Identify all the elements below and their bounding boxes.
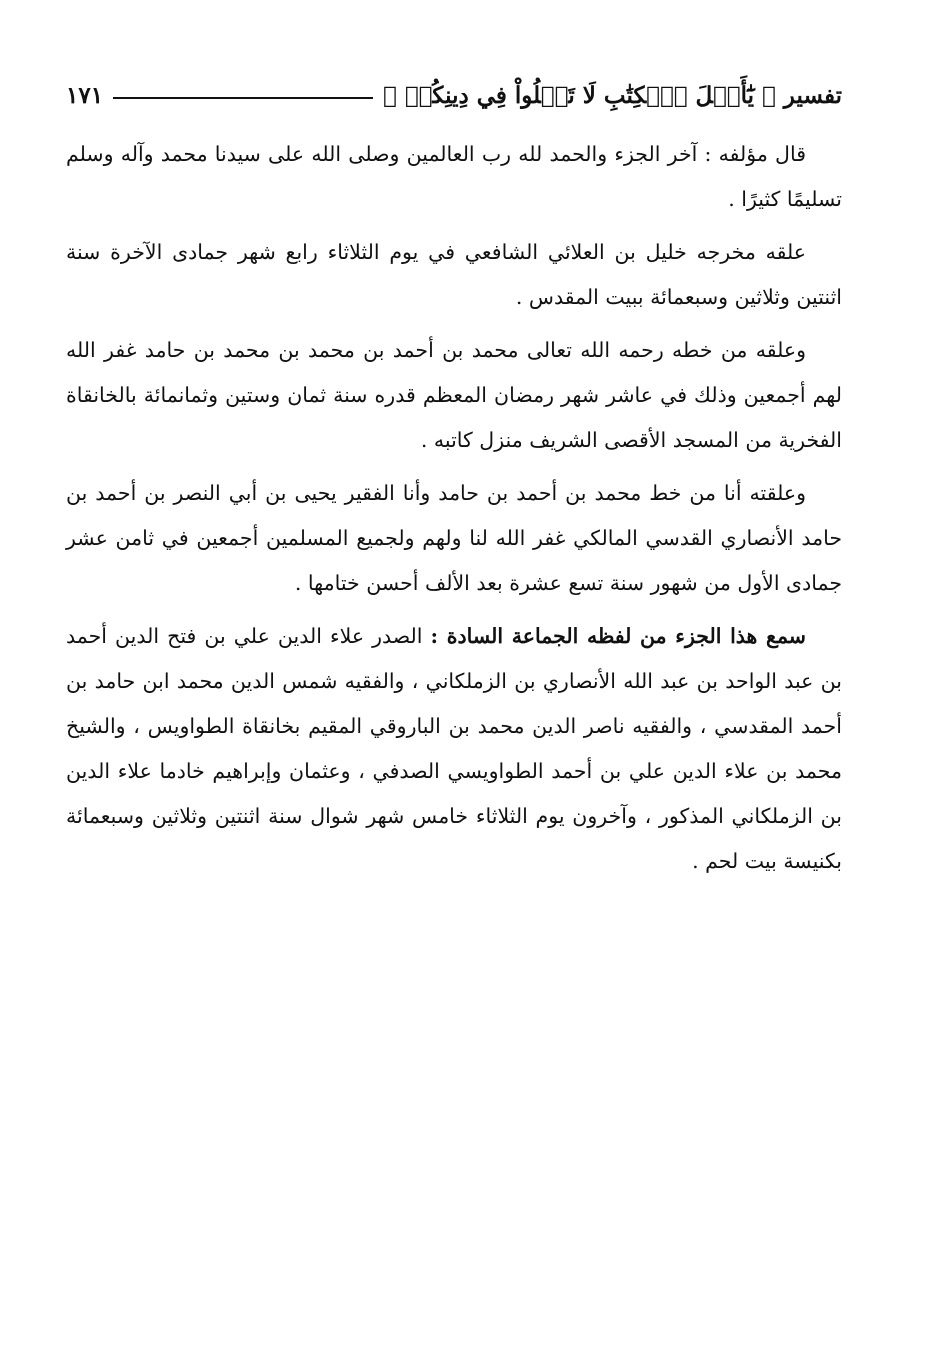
- running-title: تفسير ﴿ يَٰٓأَهۡلَ ٱلۡكِتَٰبِ لَا تَغۡلُواْ فِي دِينِكُمۡ ﴾: [383, 82, 842, 109]
- paragraph-author-colophon: قال مؤلفه : آخر الجزء والحمد لله رب العالمين وصلى الله على سيدنا محمد وآله وسلم تسليمًا كثيرًا .: [66, 142, 842, 211]
- paragraph-audition-note: [66, 614, 842, 884]
- page-body: [66, 132, 842, 892]
- audition-text: الصدر علاء الدين علي بن فتح الدين أحمد بن عبد الواحد بن عبد الله الأنصاري بن الزملكاني ، والفقيه شمس الدين محمد ابن حامد بن أحمد المقدسي ، والفقيه ناصر الدين محمد بن الباروقي المقيم بخانقاة الطواويس ، والشيخ محمد بن علاء الدين علي بن أحمد الطواويسي الصدفي ، وعثمان وإبراهيم خادما علاء الدين بن الزملكاني المذكور ، وآخرون يوم الثلاثاء خامس شهر شوال سنة اثنتين وثلاثين وسبعمائة بكنيسة بيت لحم .: [66, 624, 842, 873]
- audition-lead: سمع هذا الجزء من لفظه الجماعة السادة :: [430, 624, 806, 648]
- paragraph-first-copyist: علقه مخرجه خليل بن العلائي الشافعي في يوم الثلاثاء رابع شهر جمادى الآخرة سنة اثنتين وثلاثين وسبعمائة ببيت المقدس .: [66, 240, 842, 309]
- header-rule: [113, 97, 373, 99]
- page-number: ١٧١: [66, 82, 104, 109]
- page-header: [66, 74, 842, 118]
- paragraph-third-copyist: وعلقته أنا من خط محمد بن أحمد بن حامد وأنا الفقير يحيى بن أبي النصر بن أحمد بن حامد الأنصاري القدسي المالكي غفر الله لنا ولهم ولجميع المسلمين أجمعين في ثامن عشر جمادى الأول من شهور سنة تسع عشرة بعد الألف أحسن ختامها .: [66, 481, 842, 595]
- paragraph-second-copyist: وعلقه من خطه رحمه الله تعالى محمد بن أحمد بن محمد بن محمد بن حامد غفر الله لهم أجمعين وذلك في عاشر شهر رمضان المعظم قدره سنة ثمان وستين وثمانمائة بالخانقاة الفخرية من المسجد الأقصى الشريف منزل كاتبه .: [66, 338, 842, 452]
